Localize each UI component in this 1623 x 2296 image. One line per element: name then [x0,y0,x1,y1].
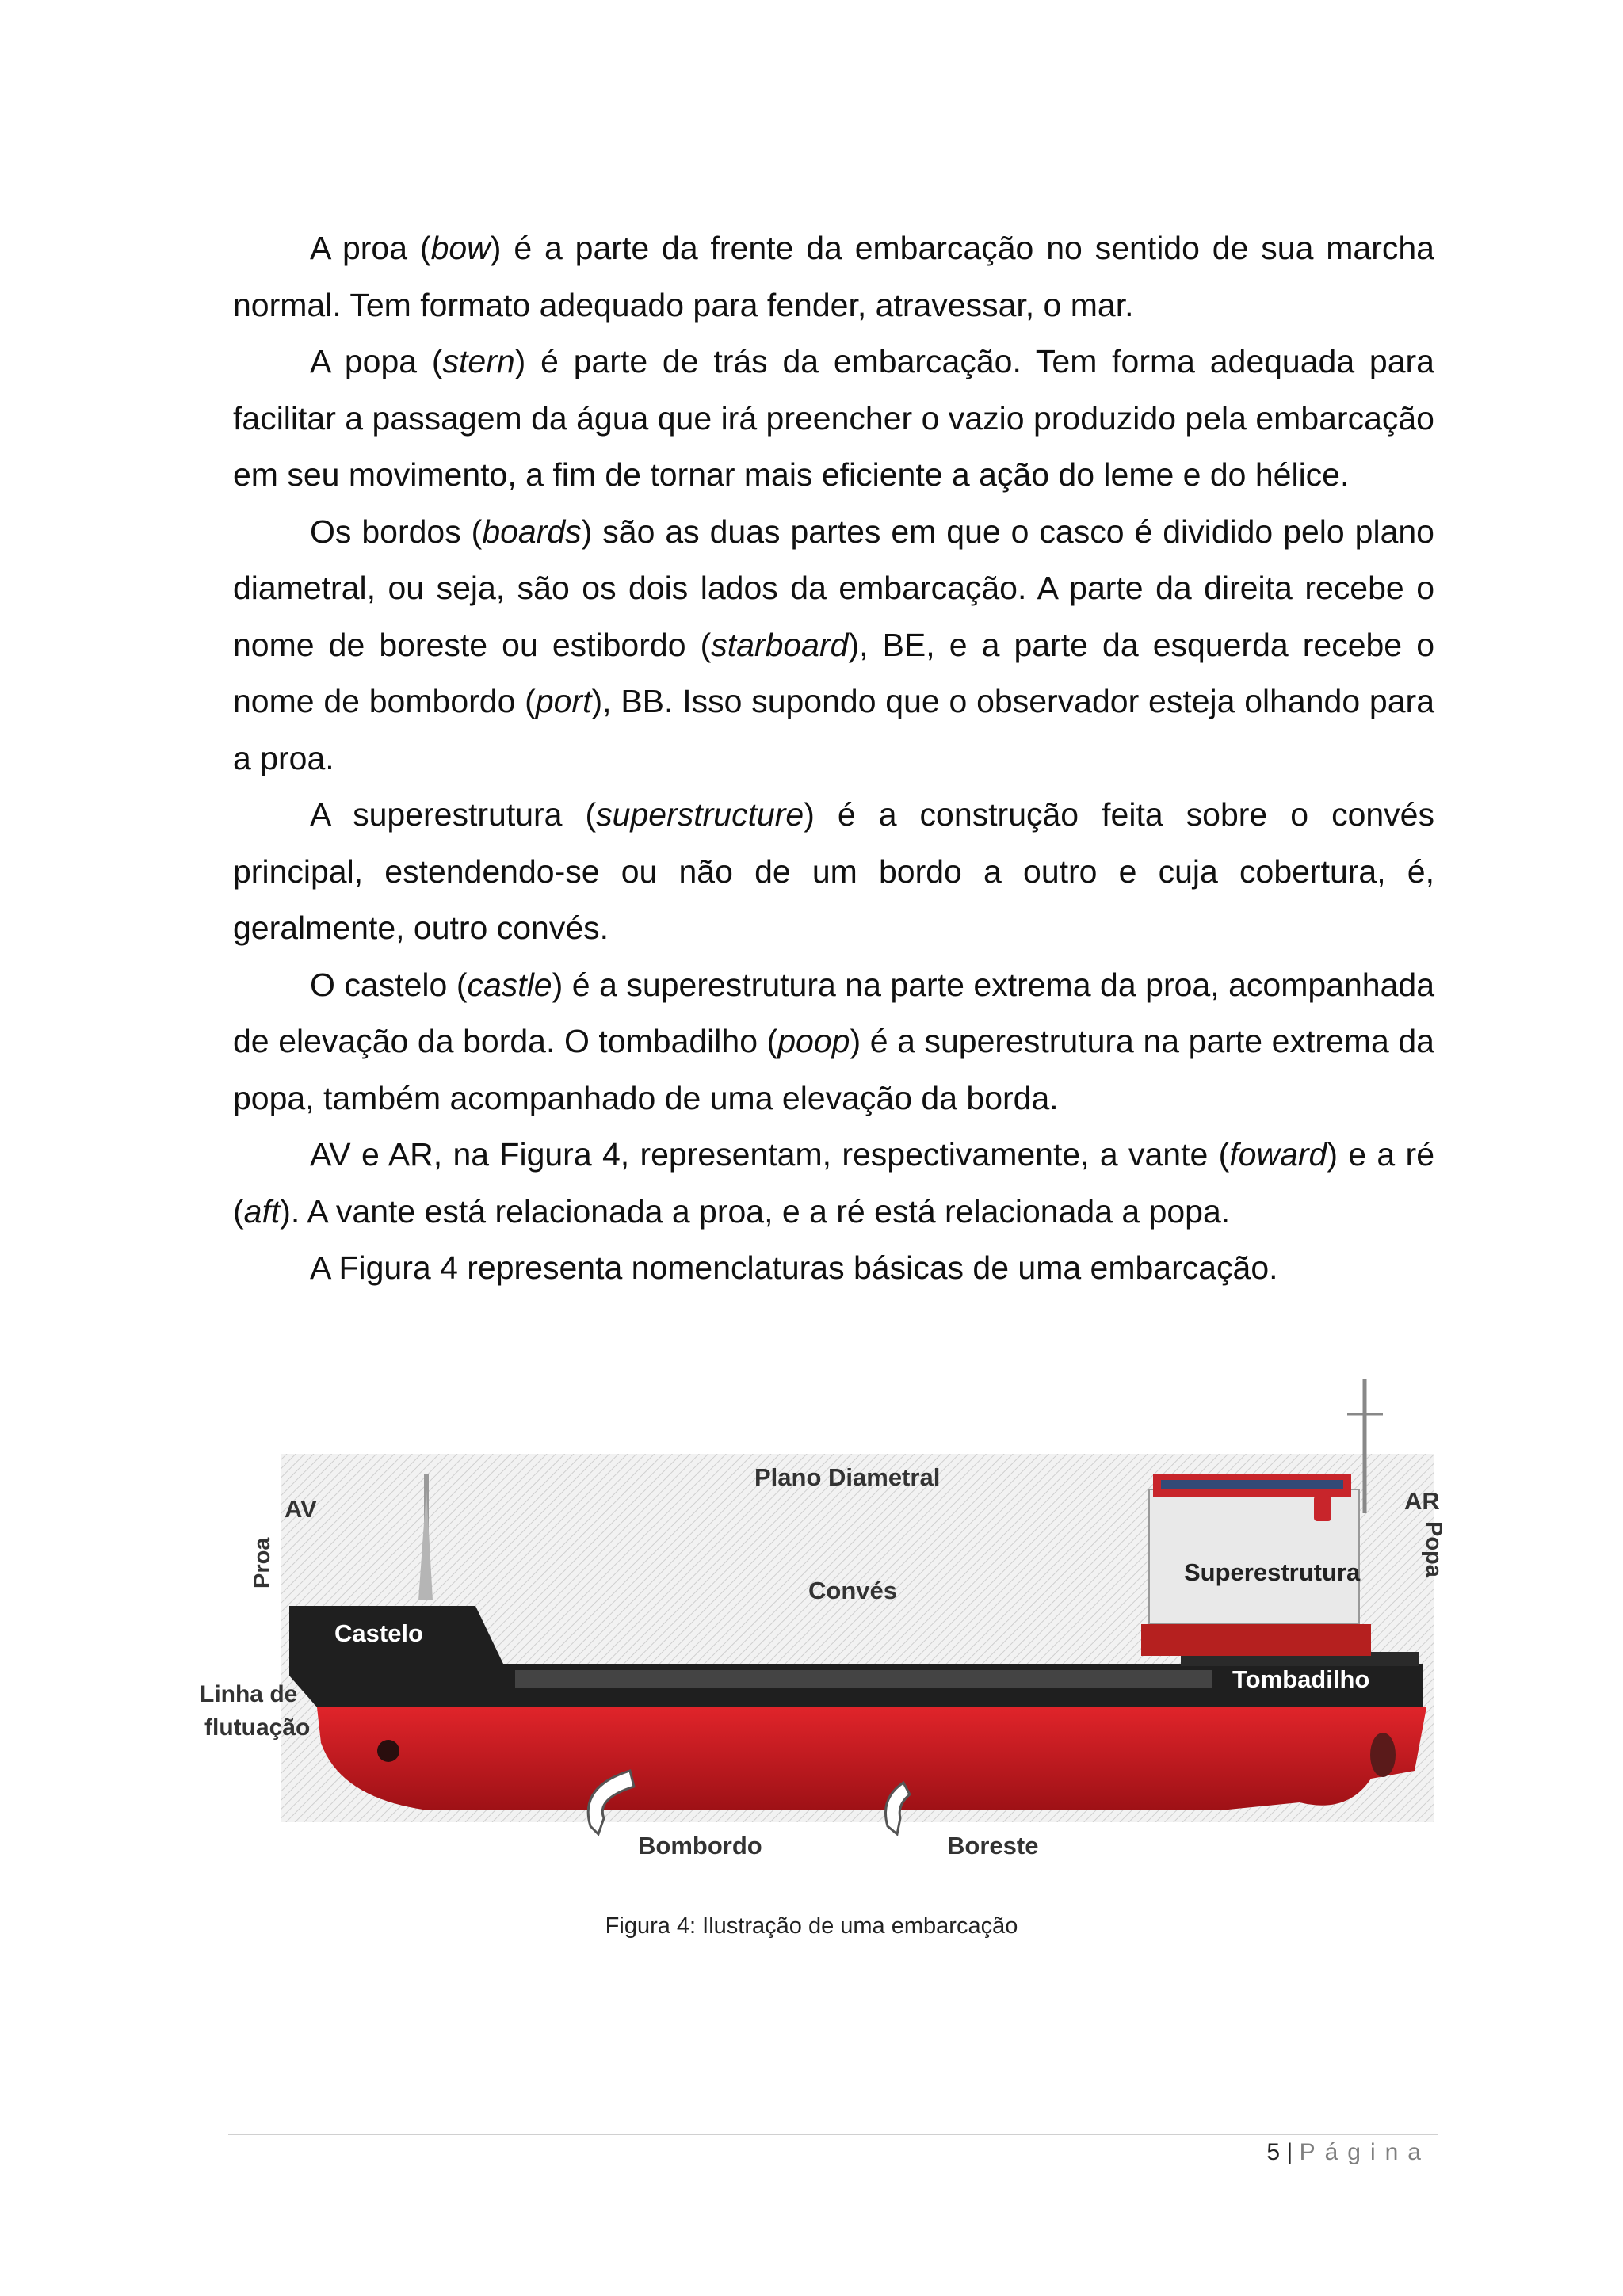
label-linha-de: Linha de [200,1681,298,1707]
figure-caption: Figura 4: Ilustração de uma embarcação [605,1913,1018,1939]
superstructure-base [1141,1624,1371,1656]
label-flutuacao: flutuação [204,1714,311,1741]
paragraph-castelo: O castelo (castle) é a superestrutura na parte extrema da proa, acompanhada de elevação da borda. O tombadilho (poop) é a superestrutura na parte extrema da popa, também acompanhado de uma elevação da borda. [233,966,1434,1116]
label-plano-diametral: Plano Diametral [754,1463,941,1491]
page-separator: | [1286,2139,1293,2165]
label-proa: Proa [250,1537,275,1589]
label-tombadilho: Tombadilho [1232,1665,1370,1693]
paragraph-figura: A Figura 4 representa nomenclaturas básicas de uma embarcação. [310,1249,1278,1286]
label-castelo: Castelo [334,1619,423,1647]
paragraph-popa: A popa (stern) é parte de trás da embarcação. Tem forma adequada para facilitar a passagem da água que irá preencher o vazio produzido pela embarcação em seu movimento, a fim de tornar mais eficiente a ação do leme e do hélice. [233,343,1434,493]
page-number: 5 [1266,2139,1281,2165]
paragraph-superestrutura: A superestrutura (superstructure) é a construção feita sobre o convés principal, estendendo-se ou não de um bordo a outro e cuja cobertura, é, geralmente, outro convés. [233,796,1434,946]
page-label: Página [1299,2139,1430,2165]
label-bombordo: Bombordo [638,1832,762,1859]
bridge-windows [1161,1480,1343,1489]
label-superestrutura: Superestrutura [1184,1558,1361,1586]
paragraph-proa: A proa (bow) é a parte da frente da embarcação no sentido de sua marcha normal. Tem formato adequado para fender, atravessar, o mar. [233,230,1434,323]
label-av: AV [285,1495,317,1523]
page-footer [1266,2139,1430,2166]
paragraph-av-ar: AV e AR, na Figura 4, representam, respectivamente, a vante (foward) e a ré (aft). A vante está relacionada a proa, e a ré está relacionada a popa. [233,1136,1434,1230]
propeller [1370,1733,1396,1777]
funnel-logo [1314,1496,1331,1521]
body-text [233,220,1434,1297]
label-ar: AR [1404,1487,1440,1515]
cargo-hatch [515,1670,1212,1688]
label-conves: Convés [808,1577,897,1604]
ship-figure [190,1371,1450,1886]
footer-divider [228,2134,1438,2135]
hull-underwater [317,1707,1426,1810]
ship-illustration [190,1371,1450,1886]
label-popa: Popa [1421,1521,1446,1577]
label-boreste: Boreste [947,1832,1039,1859]
paragraph-bordos: Os bordos (boards) são as duas partes em que o casco é dividido pelo plano diametral, ou seja, são os dois lados da embarcação. A parte da direita recebe o nome de boreste ou estibordo (starboard), BE, e a parte da esquerda recebe o nome de bombordo (port), BB. Isso supondo que o observador esteja olhando para a proa. [233,513,1434,776]
hawse-pipe [377,1740,399,1762]
